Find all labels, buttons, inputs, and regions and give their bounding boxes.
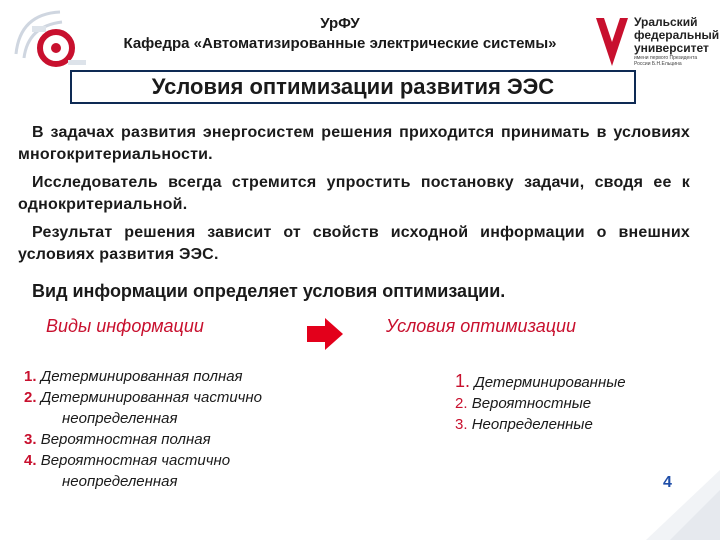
header-org: УрФУ [320,15,360,32]
info-types-list [24,366,384,492]
slide-title-box [70,70,636,104]
paragraph-3: Результат решения зависит от свойств исходной информации о внешних условиях развития ЭЭС. [18,224,690,263]
list-item [455,371,715,393]
list-item-text: Вероятностная полная [40,431,211,448]
list-item-number: 3. [455,416,468,433]
list-item-text: Вероятностные [471,395,592,412]
logo-line-5: России Б.Н.Ельцина [634,61,682,67]
paragraph-2: Исследователь всегда стремится упростить постановку задачи, сводя ее к однокритериальной. [18,174,690,213]
slide-title: Условия оптимизации развития ЭЭС [151,74,555,99]
list-item-number: 2. [455,395,468,412]
paragraph-1: В задачах развития энергосистем решения приходится принимать в условиях многокритериальности. [18,124,690,163]
list-item [455,414,715,435]
urfu-emblem-logo [10,4,96,74]
list-item-number: 4. [24,452,37,469]
list-item-text: Вероятностная частично [40,452,231,469]
list-item [24,450,384,492]
list-item [24,366,384,387]
list-item [24,429,384,450]
header-text [100,14,580,54]
urfu-mark-icon [592,14,632,70]
list-item-continuation: неопределенная [62,410,178,427]
logo-line-1: Уральский [634,15,698,29]
subheading: Вид информации определяет условия оптимизации. [32,281,506,301]
list-item [455,393,715,414]
list-item-number: 3. [24,431,37,448]
list-item-text: Неопределенные [471,416,593,433]
logo-line-3: университет [634,41,709,55]
logo-line-2: федеральный [634,28,720,42]
urfu-university-logo [592,10,720,72]
corner-decoration [636,460,720,540]
list-item-number: 1. [24,368,37,385]
list-item-text: Детерминированная полная [40,368,243,385]
logo-line-4: имени первого Президента [634,55,698,61]
list-item-continuation: неопределенная [62,473,178,490]
list-item-text: Детерминированные [474,374,626,391]
list-item-number: 1. [455,371,471,391]
conditions-list [455,371,715,435]
info-types-heading: Виды информации [46,316,204,336]
list-item-number: 2. [24,389,37,406]
conditions-heading: Условия оптимизации [386,316,577,336]
arrow-right-icon [305,316,345,352]
list-item-text: Детерминированная частично [40,389,263,406]
list-item [24,387,384,429]
header-department: Кафедра «Автоматизированные электрические системы» [123,35,557,52]
slide-number: 4 [663,474,672,491]
